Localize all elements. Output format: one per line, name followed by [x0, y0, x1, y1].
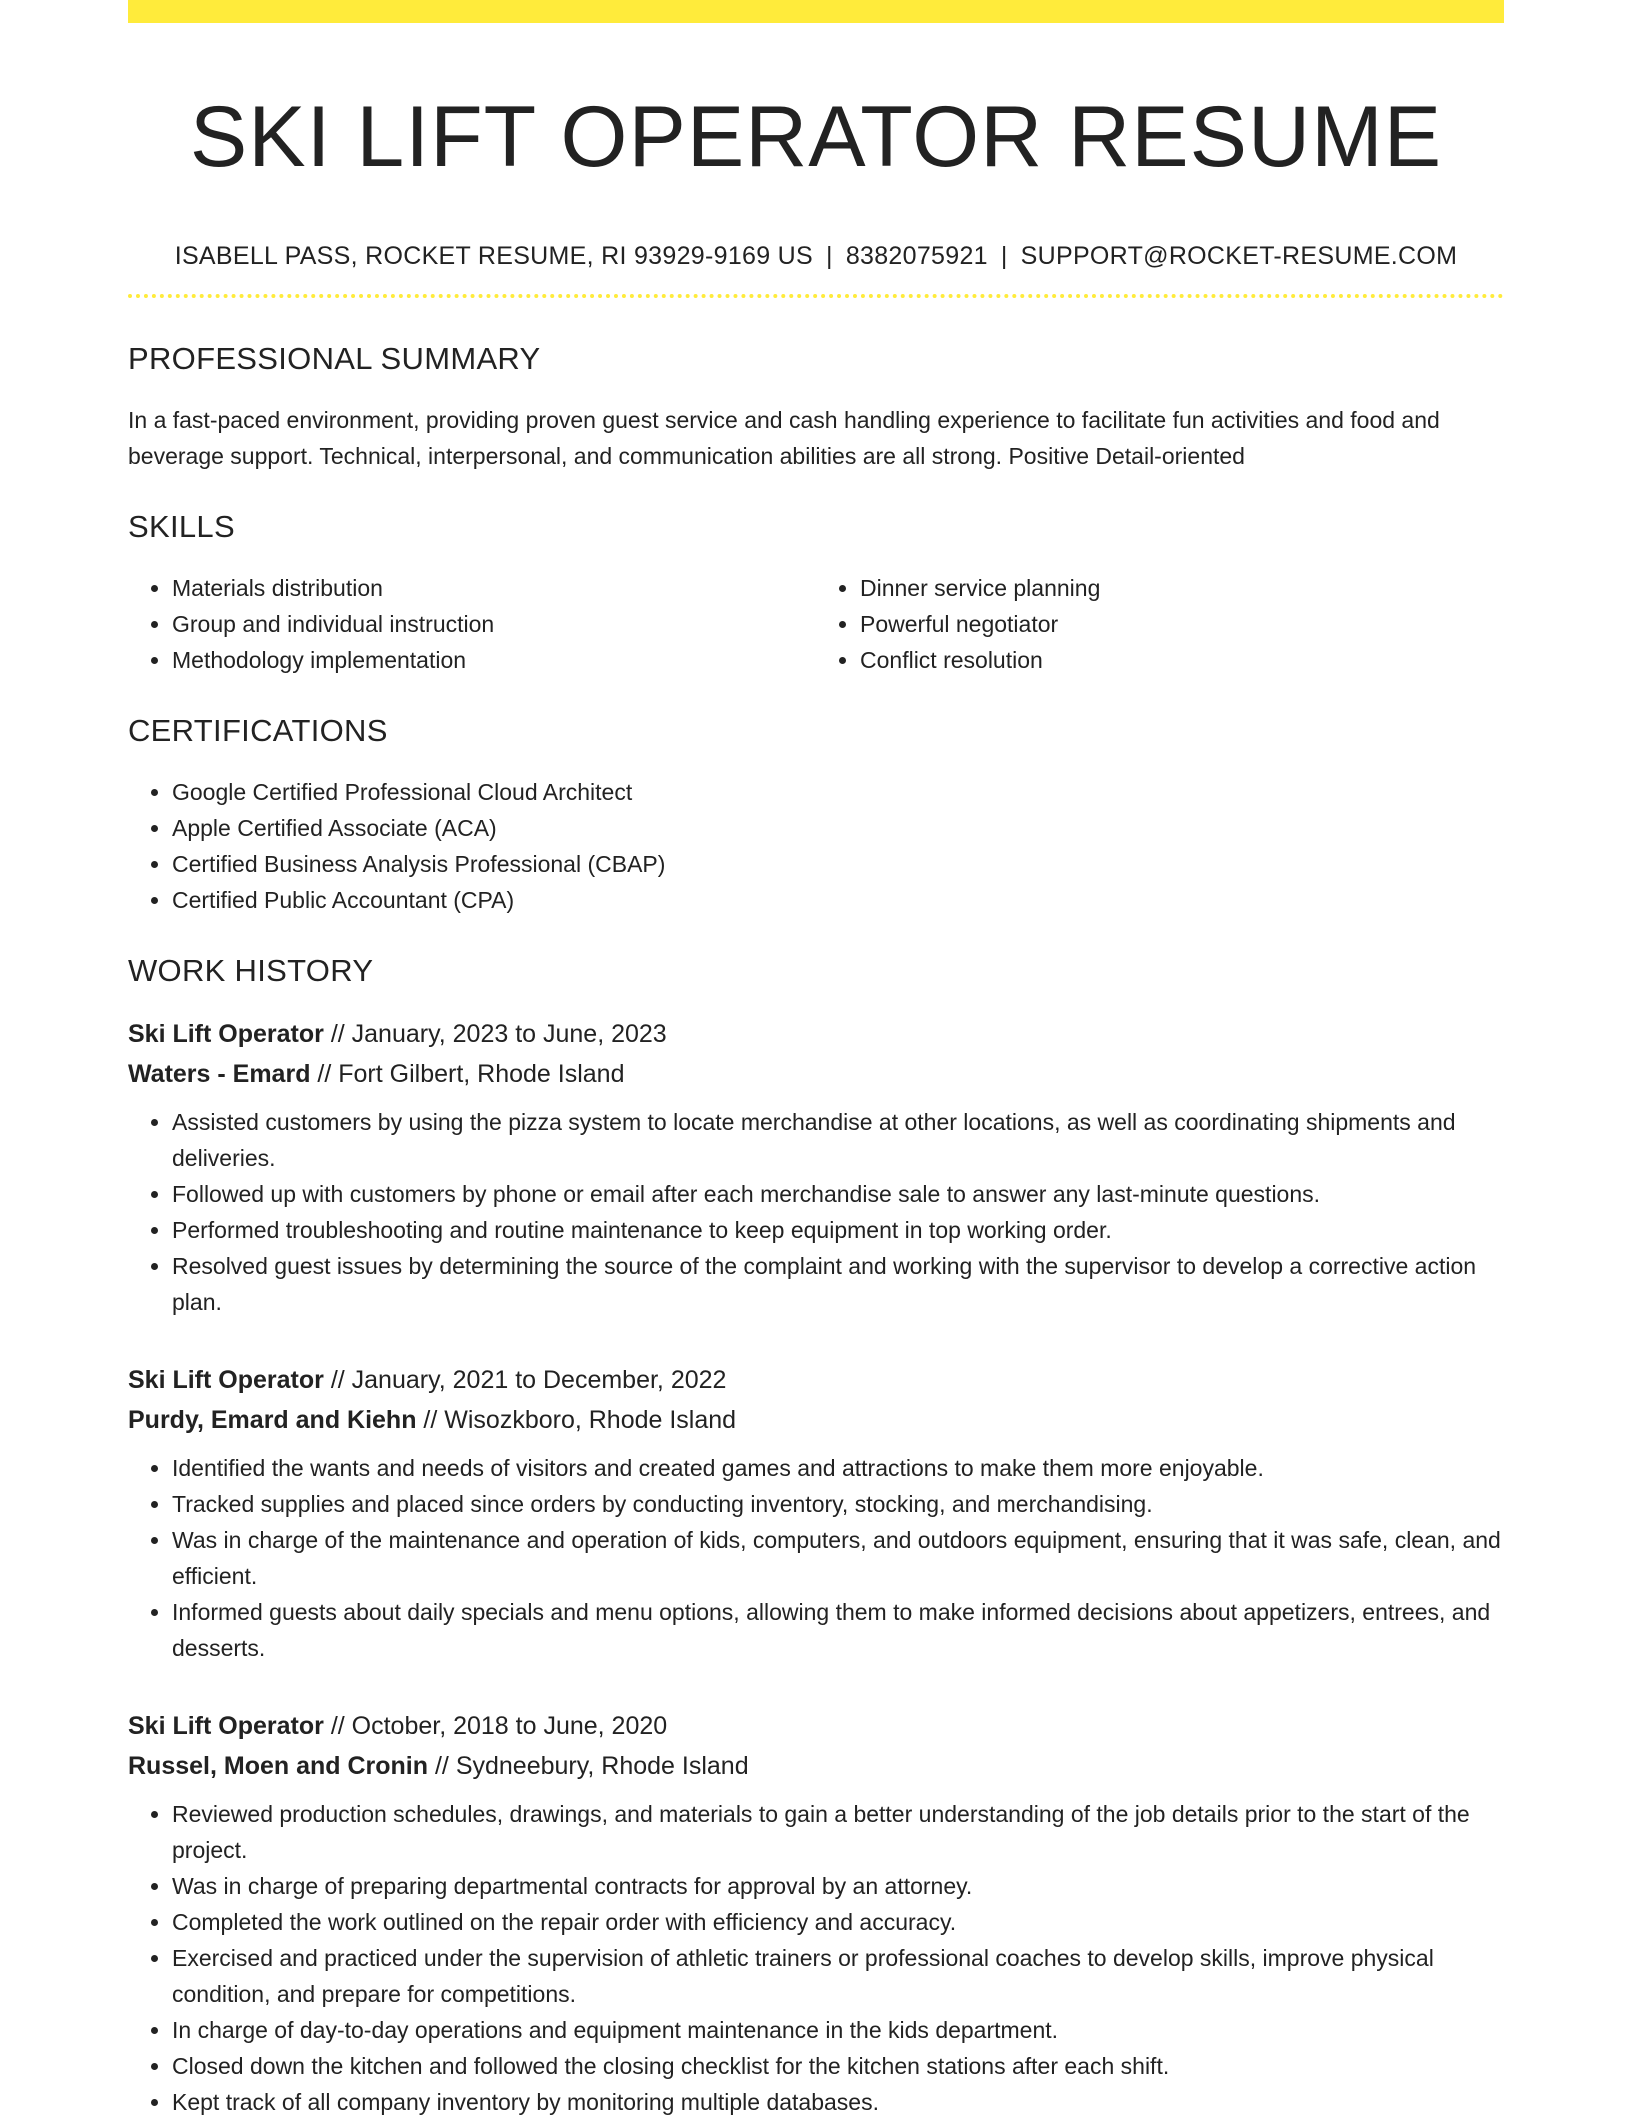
summary-section — [128, 340, 1504, 474]
contact-phone: 8382075921 — [845, 242, 988, 270]
job-dates: // January, 2023 to June, 2023 — [323, 1020, 667, 1048]
job-bullet: • Tracked supplies and placed since orders by conducting inventory, stocking, and merchandising. — [172, 1486, 1504, 1522]
job-company: Purdy, Emard and Kiehn — [128, 1406, 417, 1434]
contact-separator: | — [826, 242, 833, 270]
job-bullet: • Completed the work outlined on the repair order with efficiency and accuracy. — [172, 1904, 1504, 1940]
job-company: Russel, Moen and Cronin — [128, 1752, 429, 1780]
job-title-line — [128, 1706, 1504, 1746]
resume-page — [128, 0, 1504, 2120]
skills-section — [128, 508, 1504, 678]
job-entry — [128, 1706, 1504, 2120]
summary-heading: PROFESSIONAL SUMMARY — [128, 341, 541, 376]
job-title: Ski Lift Operator — [128, 1712, 324, 1740]
job-bullet: • Was in charge of preparing departmental contracts for approval by an attorney. — [172, 1868, 1504, 1904]
contact-email: SUPPORT@ROCKET-RESUME.COM — [1020, 242, 1458, 270]
certification-item: • Google Certified Professional Cloud Architect — [172, 774, 1504, 810]
job-bullet: • Followed up with customers by phone or email after each merchandise sale to answer any last-minute questions. — [172, 1176, 1504, 1212]
job-bullet: • In charge of day-to-day operations and equipment maintenance in the kids department. — [172, 2012, 1504, 2048]
job-bullet: • Identified the wants and needs of visitors and created games and attractions to make them more enjoyable. — [172, 1450, 1504, 1486]
job-bullets — [128, 1104, 1504, 1320]
job-entry — [128, 1014, 1504, 1320]
job-location: // Wisozkboro, Rhode Island — [416, 1406, 737, 1434]
job-title-line — [128, 1014, 1504, 1054]
work-history-heading: WORK HISTORY — [128, 953, 374, 988]
job-bullet: • Resolved guest issues by determining the source of the complaint and working with the supervisor to develop a corrective action plan. — [172, 1248, 1504, 1320]
job-bullet: • Kept track of all company inventory by monitoring multiple databases. — [172, 2084, 1504, 2120]
resume-title: SKI LIFT OPERATOR RESUME — [189, 89, 1443, 185]
skill-item: • Materials distribution — [172, 570, 816, 606]
job-company-line — [128, 1400, 1504, 1440]
job-bullet: • Closed down the kitchen and followed the closing checklist for the kitchen stations after each shift. — [172, 2048, 1504, 2084]
skill-item: • Conflict resolution — [860, 642, 1504, 678]
job-title-line — [128, 1360, 1504, 1400]
job-company-line — [128, 1746, 1504, 1786]
job-location: // Fort Gilbert, Rhode Island — [310, 1060, 625, 1088]
job-company: Waters - Emard — [128, 1060, 311, 1088]
job-bullet: • Performed troubleshooting and routine maintenance to keep equipment in top working order. — [172, 1212, 1504, 1248]
skills-heading: SKILLS — [128, 509, 235, 544]
skills-list-left — [128, 570, 816, 678]
job-bullet: • Informed guests about daily specials and menu options, allowing them to make informed decisions about appetizers, entrees, and desserts. — [172, 1594, 1504, 1666]
certification-item: • Apple Certified Associate (ACA) — [172, 810, 1504, 846]
dotted-divider — [128, 294, 1504, 298]
job-entry — [128, 1360, 1504, 1666]
job-dates: // January, 2021 to December, 2022 — [323, 1366, 727, 1394]
skills-list-right — [816, 570, 1504, 678]
certification-item: • Certified Public Accountant (CPA) — [172, 882, 1504, 918]
job-company-line — [128, 1054, 1504, 1094]
job-title: Ski Lift Operator — [128, 1020, 324, 1048]
job-bullet: • Was in charge of the maintenance and operation of kids, computers, and outdoors equipment, ensuring that it was safe, clean, and efficient. — [172, 1522, 1504, 1594]
certifications-section — [128, 712, 1504, 918]
job-bullets — [128, 1796, 1504, 2120]
contact-separator: | — [1000, 242, 1008, 270]
contact-line — [128, 241, 1504, 271]
skills-columns — [128, 570, 1504, 678]
job-bullet: • Exercised and practiced under the supervision of athletic trainers or professional coaches to develop skills, improve physical condition, and prepare for competitions. — [172, 1940, 1504, 2012]
certifications-heading: CERTIFICATIONS — [128, 713, 388, 748]
certification-item: • Certified Business Analysis Professional (CBAP) — [172, 846, 1504, 882]
job-dates: // October, 2018 to June, 2020 — [323, 1712, 668, 1740]
skill-item: • Methodology implementation — [172, 642, 816, 678]
job-location: // Sydneebury, Rhode Island — [428, 1752, 749, 1780]
job-bullet: • Assisted customers by using the pizza system to locate merchandise at other locations, as well as coordinating shipments and deliveries. — [172, 1104, 1504, 1176]
job-bullet: • Reviewed production schedules, drawings, and materials to gain a better understanding of the job details prior to the start of the project. — [172, 1796, 1504, 1868]
job-title: Ski Lift Operator — [128, 1366, 324, 1394]
job-bullets — [128, 1450, 1504, 1666]
work-history-section — [128, 952, 1504, 2120]
skill-item: • Dinner service planning — [860, 570, 1504, 606]
skill-item: • Powerful negotiator — [860, 606, 1504, 642]
top-accent-bar — [128, 0, 1504, 23]
summary-text: In a fast-paced environment, providing proven guest service and cash handling experience to facilitate fun activities and food and beverage support. Technical, interpersonal, and communication abilities are all strong. Positive Detail-oriented — [128, 407, 1440, 469]
skill-item: • Group and individual instruction — [172, 606, 816, 642]
contact-address: ISABELL PASS, ROCKET RESUME, RI 93929-9169 US — [174, 242, 814, 270]
certifications-list — [128, 774, 1504, 918]
